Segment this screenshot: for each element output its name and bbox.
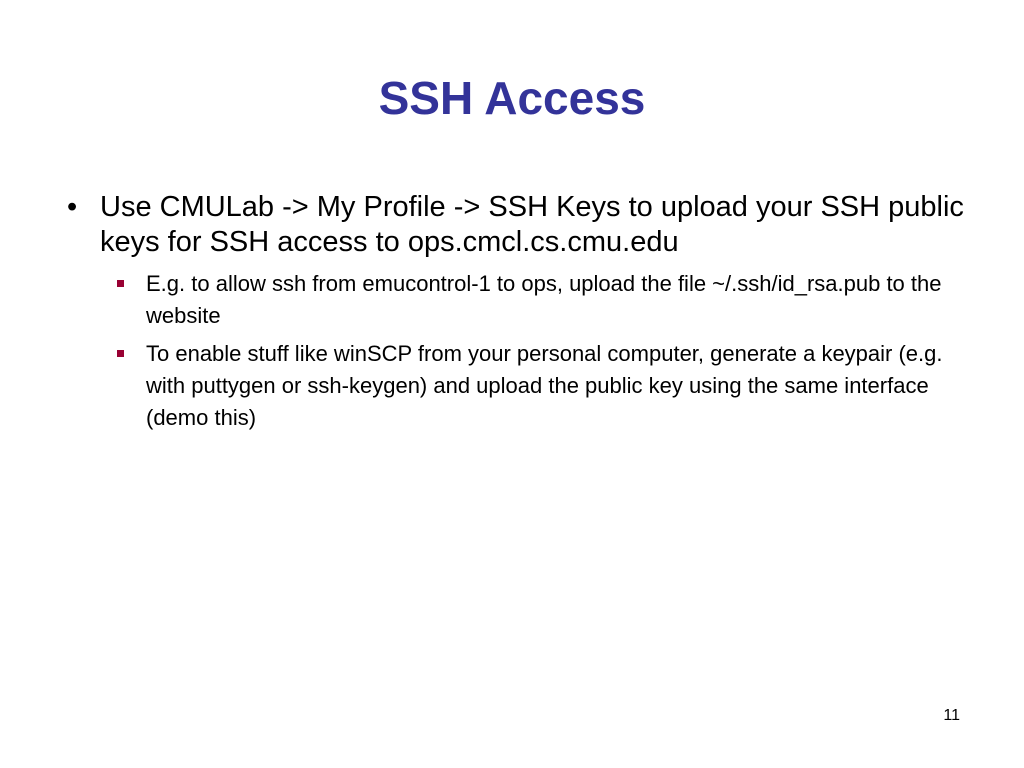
slide-title: SSH Access <box>378 72 646 124</box>
page-number: 11 <box>943 707 960 724</box>
square-bullet-icon <box>117 350 124 357</box>
bullet-item <box>60 190 980 260</box>
sub-bullet-text: E.g. to allow ssh from emucontrol-1 to ops, upload the file ~/.ssh/id_rsa.pub to the website <box>146 271 942 328</box>
sub-bullet-text: To enable stuff like winSCP from your personal computer, generate a keypair (e.g. with puttygen or ssh-keygen) and upload the public key using the same interface (demo this) <box>146 341 943 430</box>
bullet-dot-icon: • <box>67 191 78 223</box>
sub-bullet-list <box>60 268 980 434</box>
bullet-text: Use CMULab -> My Profile -> SSH Keys to upload your SSH public keys for SSH access to ops.cmcl.cs.cmu.edu <box>100 191 964 258</box>
sub-bullet-item <box>100 338 980 434</box>
slide-content <box>60 190 980 440</box>
square-bullet-icon <box>117 280 124 287</box>
sub-bullet-item <box>100 268 980 332</box>
